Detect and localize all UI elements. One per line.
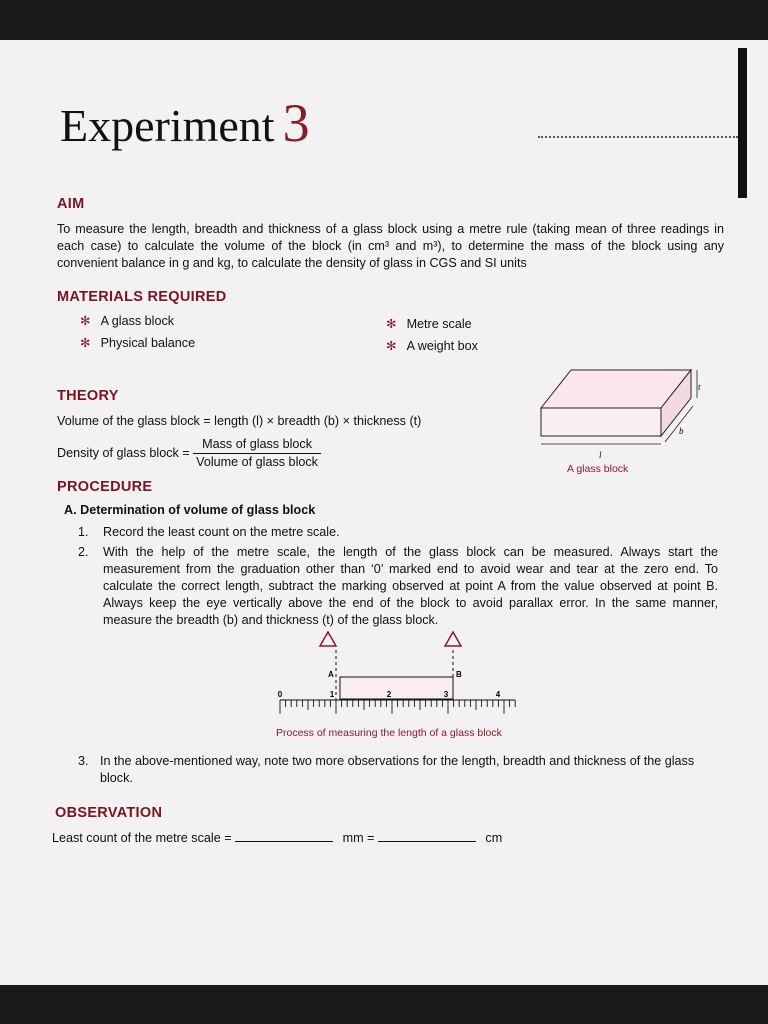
scale-ticks <box>280 700 515 714</box>
page-edge-bar <box>738 48 747 198</box>
step-number: 2. <box>78 545 89 559</box>
scale-number: 2 <box>386 690 392 699</box>
material-item: ✻ A glass block <box>80 314 175 328</box>
glass-block-caption: A glass block <box>567 463 629 475</box>
mm-blank <box>235 830 333 842</box>
density-formula <box>57 436 321 471</box>
label-b: b <box>679 426 684 436</box>
material-item: ✻ Metre scale <box>386 317 472 331</box>
point-b-label: B <box>456 670 462 679</box>
mm-unit: mm = <box>342 831 375 845</box>
label-l: l <box>599 450 602 460</box>
least-count-line <box>52 830 502 847</box>
theory-heading: THEORY <box>57 388 119 404</box>
eye-marker-icon <box>445 632 461 646</box>
density-label: Density of glass block = <box>57 445 190 460</box>
scale-number: 3 <box>443 690 449 699</box>
cm-blank <box>378 830 476 842</box>
block-front-face <box>541 408 661 436</box>
title-word: Experiment <box>60 100 275 151</box>
step-number: 3. <box>78 754 89 768</box>
asterisk-icon: ✻ <box>386 317 397 331</box>
step-text: In the above-mentioned way, note two more observations for the length, breadth and thickness of the glass block. <box>100 754 695 785</box>
step-text: With the help of the metre scale, the length of the glass block can be measured. Always start the measurement from the graduation other than ‘0’ marked end to avoid wear and tear at the zero end. To calculate the correct length, subtract the marking observed at point A from the value observed at point B. Always keep the eye vertically above the end of the block to avoid parallax error. In the same manner, measure the breadth (b) and thickness (t) of the glass block. <box>103 545 718 627</box>
textbook-page <box>0 40 768 985</box>
eye-marker-icon <box>320 632 336 646</box>
procedure-subheading: A. Determination of volume of glass block <box>64 503 316 517</box>
observation-heading: OBSERVATION <box>55 805 163 821</box>
label-t: t <box>698 382 701 392</box>
glass-block <box>340 677 453 699</box>
density-denominator: Volume of glass block <box>196 455 318 469</box>
procedure-heading: PROCEDURE <box>57 479 153 495</box>
scale-figure-caption: Process of measuring the length of a glass block <box>276 727 502 739</box>
density-numerator: Mass of glass block <box>193 436 321 454</box>
materials-heading: MATERIALS REQUIRED <box>57 289 227 305</box>
scale-number: 4 <box>495 690 501 699</box>
density-fraction <box>193 436 321 471</box>
scale-measurement-figure <box>270 630 530 732</box>
cm-unit: cm <box>485 831 503 845</box>
aim-heading: AIM <box>57 196 85 212</box>
material-item: ✻ A weight box <box>386 339 478 353</box>
point-a-label: A <box>328 670 334 679</box>
scale-number: 0 <box>277 690 283 699</box>
asterisk-icon: ✻ <box>80 314 91 328</box>
volume-formula: Volume of the glass block = length (l) × breadth (b) × thickness (t) <box>57 414 422 428</box>
page-title <box>60 92 310 154</box>
asterisk-icon: ✻ <box>386 339 397 353</box>
title-dotted-rule <box>538 136 738 138</box>
material-item: ✻ Physical balance <box>80 336 196 350</box>
asterisk-icon: ✻ <box>80 336 91 350</box>
least-count-label: Least count of the metre scale = <box>52 831 232 845</box>
aim-text: To measure the length, breadth and thickness of a glass block using a metre rule (taking mean of three readings in each case) to calculate the volume of the block (in cm³ and m³), to determine the mass of the block using any convenient balance in g and kg, to calculate the density of glass in CGS and SI units <box>57 222 724 270</box>
title-number: 3 <box>282 93 310 153</box>
step-number: 1. <box>78 525 89 539</box>
scale-number: 1 <box>329 690 335 699</box>
step-text: Record the least count on the metre scale. <box>103 525 340 539</box>
